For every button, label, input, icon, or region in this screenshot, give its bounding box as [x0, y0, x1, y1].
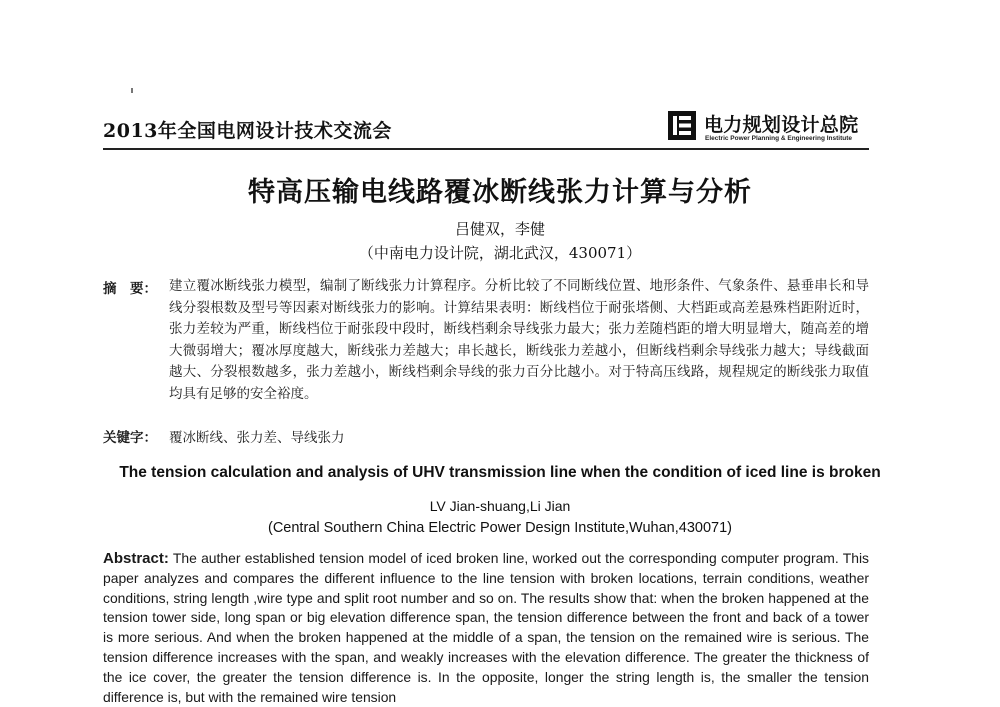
conference-title: 2013年全国电网设计技术交流会 — [103, 120, 392, 142]
abstract-label-cn: 摘 要： — [103, 281, 157, 297]
abstract-en-paragraph — [103, 549, 869, 707]
authors-cn: 吕健双，李健 — [454, 220, 545, 238]
authors-en: LV Jian-shuang,Li Jian — [429, 498, 571, 514]
abstract-cn: 建立覆冰断线张力模型，编制了断线张力计算程序。分析比较了不同断线位置、地形条件、气象条件、悬垂串长和导线分裂根数及型号等因素对断线张力的影响。计算结果表明：断线档位于耐张塔侧、大档距或高差悬殊档距附近时，张力差较为严重，断线档位于耐张段中段时，断线档剩余导线张力最大；张力差随档距的增大明显增大，随高差的增大微弱增大；覆冰厚度越大，断线张力差越大；串长越长，断线张力差越小，但断线档剩余导线张力越大；导线截面越大、分裂根数越多，张力差越小，断线档剩余导线的张力百分比越小。对于特高压线路，规程规定的断线张力取值均具有足够的安全裕度。 — [169, 278, 869, 402]
keywords-cn: 覆冰断线、张力差、导线张力 — [169, 430, 345, 446]
affiliation-cn: （中南电力设计院，湖北武汉，430071） — [358, 244, 642, 262]
paper-title-en: The tension calculation and analysis of UHV transmission line when the condition of iced line is broken — [119, 464, 881, 481]
header-divider — [103, 148, 869, 150]
institute-name-en: Electric Power Planning & Engineering Institute — [705, 135, 852, 142]
institute-name-cn: 电力规划设计总院 — [704, 114, 859, 136]
keywords-label-cn: 关键字： — [103, 430, 157, 446]
paper-title-cn: 特高压输电线路覆冰断线张力计算与分析 — [248, 177, 752, 208]
abstract-en: The auther established tension model of iced broken line, worked out the corresponding computer program. This paper analyzes and compares the different influence to the line tension with broken locations, terrain conditions, weather conditions, string length ,wire type and split root number and so on. The results show that: when the broken happened at the tension tower side, long span or big elevation difference span, the tension difference between the front and back of a tower is more serious. And when the broken happened at the middle of a span, the tension on the remained wire is serious. The tension difference increases with the span, and weakly increases with the elevation difference. The greater the thickness of the ice cover, the greater the tension difference is. In the opposite, longer the string length is, the smaller the tension difference is, but with the remained wire tension — [103, 550, 869, 705]
affiliation-en: (Central Southern China Electric Power Design Institute,Wuhan,430071) — [268, 520, 732, 536]
scan-speck — [131, 88, 133, 93]
eppei-logo-icon — [668, 111, 696, 140]
abstract-label-en: Abstract: — [103, 550, 169, 567]
